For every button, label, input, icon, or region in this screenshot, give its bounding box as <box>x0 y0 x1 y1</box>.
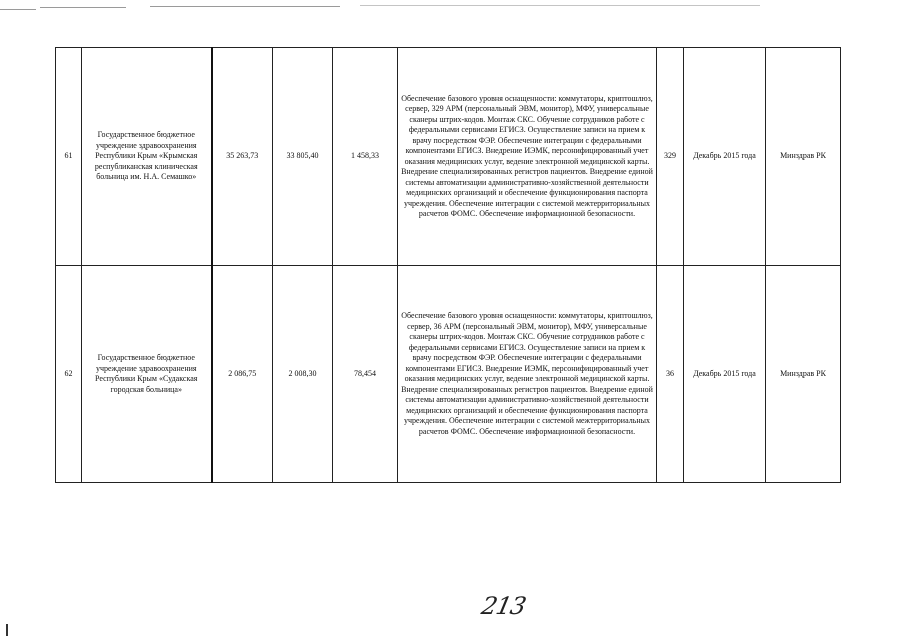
row-number: 61 <box>56 48 82 266</box>
institution-name: Государственное бюджетное учреждение здравоохранения Республики Крым «Крымская республиканская клиническая больница им. Н.А. Семашко» <box>82 48 212 266</box>
scan-artifact-line <box>40 7 126 8</box>
amount-federal: 2 008,30 <box>273 266 333 483</box>
row-number: 62 <box>56 266 82 483</box>
responsible-body: Минздрав РК <box>766 48 841 266</box>
deadline: Декабрь 2015 года <box>684 266 766 483</box>
deadline: Декабрь 2015 года <box>684 48 766 266</box>
workstation-count: 329 <box>657 48 684 266</box>
amount-total: 2 086,75 <box>212 266 273 483</box>
records-table <box>55 47 841 483</box>
table-row <box>56 266 841 483</box>
table-row <box>56 48 841 266</box>
amount-regional: 78,454 <box>333 266 398 483</box>
amount-federal: 33 805,40 <box>273 48 333 266</box>
institution-name: Государственное бюджетное учреждение здравоохранения Республики Крым «Судакская городская больница» <box>82 266 212 483</box>
measures-description: Обеспечение базового уровня оснащенности: коммутаторы, криптошлюз, сервер, 36 АРМ (персональный ЭВМ, монитор), МФУ, универсальные сканеры штрих-кодов. Монтаж СКС. Обучение сотрудников работе с федеральными сервисами ЕГИСЗ. Осуществление записи на прием к врачу посредством ФЭР. Обеспечение интеграции с федеральными компонентами ЕГИСЗ. Внедрение ИЭМК, персонифицированный учет оказания медицинских услуг, ведение электронной медицинской карты. Внедрение специализированных регистров пациентов. Внедрение единой системы автоматизации административно-хозяйственной деятельности медицинских организаций и обеспечение функционирования паспорта учреждения. Обеспечение интеграции с системой межтерриториальных расчетов ФОМС. Обеспечение информационной безопасности. <box>398 266 657 483</box>
scan-artifact-mark <box>6 624 8 636</box>
scan-artifact-line <box>0 9 36 10</box>
scan-artifact-line <box>150 6 340 7</box>
workstation-count: 36 <box>657 266 684 483</box>
responsible-body: Минздрав РК <box>766 266 841 483</box>
amount-total: 35 263,73 <box>212 48 273 266</box>
page-number: 213 <box>479 592 528 620</box>
scan-artifact-line <box>360 5 760 6</box>
measures-description: Обеспечение базового уровня оснащенности: коммутаторы, криптошлюз, сервер, 329 АРМ (персональный ЭВМ, монитор), МФУ, универсальные сканеры штрих-кодов. Монтаж СКС. Обучение сотрудников работе с федеральными сервисами ЕГИСЗ. Осуществление записи на прием к врачу посредством ФЭР. Обеспечение интеграции с федеральными компонентами ЕГИСЗ. Внедрение ИЭМК, персонифицированный учет оказания медицинских услуг, ведение электронной медицинской карты. Внедрение специализированных регистров пациентов. Внедрение единой системы автоматизации административно-хозяйственной деятельности медицинских организаций и обеспечение функционирования паспорта учреждения. Обеспечение интеграции с системой межтерриториальных расчетов ФОМС. Обеспечение информационной безопасности. <box>398 48 657 266</box>
amount-regional: 1 458,33 <box>333 48 398 266</box>
